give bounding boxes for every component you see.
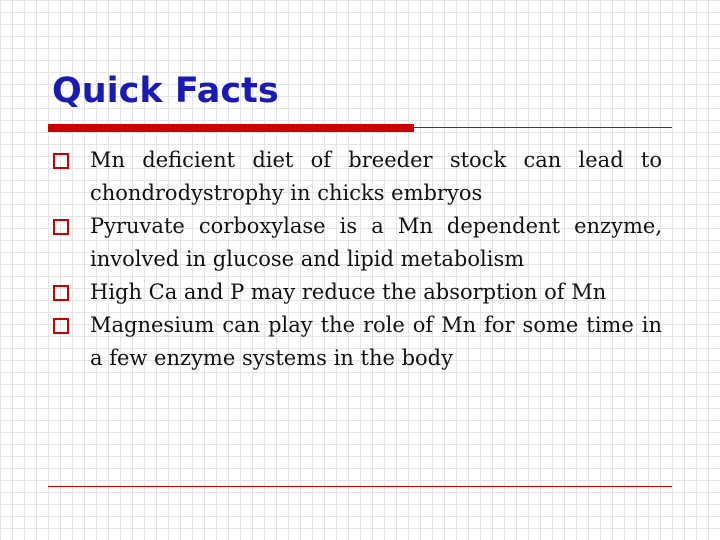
- title-underline-thin: [414, 127, 672, 128]
- footer-divider: [48, 486, 672, 487]
- bullet-item: [52, 276, 662, 309]
- bullet-item: [52, 309, 662, 375]
- title-underline-thick: [48, 124, 414, 132]
- slide-title: Quick Facts: [52, 71, 279, 111]
- hollow-square-bullet-icon: [53, 285, 69, 301]
- bullet-text: Mn deficient diet of breeder stock can lead to chondrodystrophy in chicks embryos: [90, 148, 662, 205]
- hollow-square-bullet-icon: [53, 219, 69, 235]
- bullet-item: [52, 144, 662, 210]
- bullet-item: [52, 210, 662, 276]
- bullet-text: Pyruvate corboxylase is a Mn dependent enzyme, involved in glucose and lipid metabolism: [90, 214, 662, 271]
- hollow-square-bullet-icon: [53, 153, 69, 169]
- bullet-list: [52, 144, 662, 375]
- bullet-text: Magnesium can play the role of Mn for some time in a few enzyme systems in the body: [90, 313, 662, 370]
- bullet-text: High Ca and P may reduce the absorption of Mn: [90, 280, 607, 304]
- hollow-square-bullet-icon: [53, 318, 69, 334]
